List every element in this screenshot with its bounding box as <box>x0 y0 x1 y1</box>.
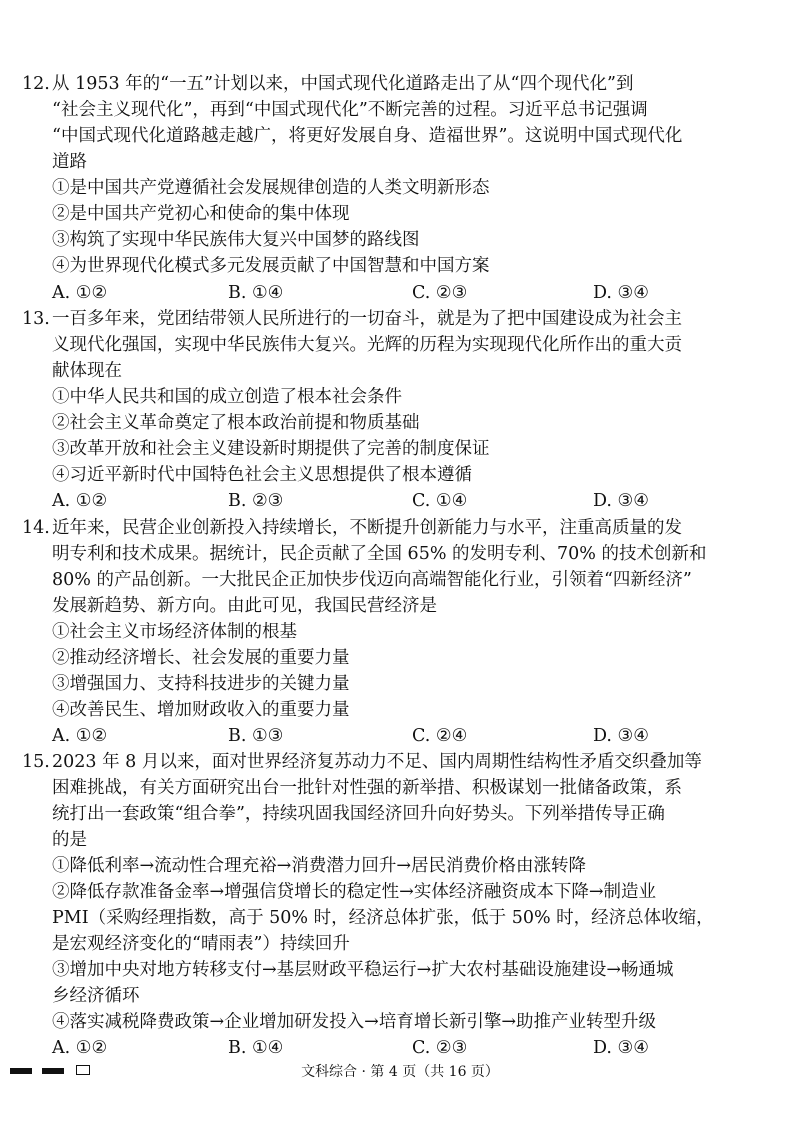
question-number: 15. <box>22 752 50 772</box>
statement-item: ④为世界现代化模式多元发展贡献了中国智慧和中国方案 <box>52 256 490 276</box>
statement-item: ②推动经济增长、社会发展的重要力量 <box>52 648 350 668</box>
statement-item: ④落实减税降费政策→企业增加研发投入→培育增长新引擎→助推产业转型升级 <box>52 1012 656 1032</box>
question-stem-line: 从 1953 年的“一五”计划以来，中国式现代化道路走出了从“四个现代化”到 <box>52 74 634 94</box>
statement-item: ②降低存款准备金率→增强信贷增长的稳定性→实体经济融资成本下降→制造业 <box>52 882 656 902</box>
question-number: 12. <box>22 74 50 94</box>
option-a: A. ①② <box>52 1038 108 1058</box>
statement-item: ④习近平新时代中国特色社会主义思想提供了根本遵循 <box>52 465 472 485</box>
option-d: D. ③④ <box>593 283 649 303</box>
option-d: D. ③④ <box>593 491 649 511</box>
question-stem-line: 明专利和技术成果。据统计，民企贡献了全国 65% 的发明专利、70% 的技术创新和 <box>52 544 707 564</box>
statement-item: ①社会主义市场经济体制的根基 <box>52 622 297 642</box>
question-stem-line: 的是 <box>52 830 87 850</box>
statement-item: ②社会主义革命奠定了根本政治前提和物质基础 <box>52 413 420 433</box>
statement-item: ③构筑了实现中华民族伟大复兴中国梦的路线图 <box>52 230 420 250</box>
question-stem-line: 道路 <box>52 152 87 172</box>
question-stem-line: 困难挑战，有关方面研究出台一批针对性强的新举措、积极谋划一批储备政策，系 <box>52 778 682 798</box>
option-b: B. ①④ <box>228 283 284 303</box>
option-b: B. ①③ <box>228 726 284 746</box>
statement-item: PMI（采购经理指数，高于 50% 时，经济总体扩张，低于 50% 时，经济总体收缩， <box>52 908 714 928</box>
statement-item: ①中华人民共和国的成立创造了根本社会条件 <box>52 387 402 407</box>
option-a: A. ①② <box>52 491 108 511</box>
statement-item: ④改善民生、增加财政收入的重要力量 <box>52 700 350 720</box>
statement-item: ③改革开放和社会主义建设新时期提供了完善的制度保证 <box>52 439 490 459</box>
question-stem-line: 献体现在 <box>52 361 122 381</box>
option-a: A. ①② <box>52 726 108 746</box>
question-number: 13. <box>22 309 50 329</box>
statement-item: ①降低利率→流动性合理充裕→消费潜力回升→居民消费价格由涨转降 <box>52 856 586 876</box>
page-footer: 文科综合 · 第 4 页（共 16 页） <box>301 1064 499 1080</box>
question-stem-line: 发展新趋势、新方向。由此可见，我国民营经济是 <box>52 596 437 616</box>
question-stem-line: 近年来，民营企业创新投入持续增长，不断提升创新能力与水平，注重高质量的发 <box>52 518 682 538</box>
statement-item: ②是中国共产党初心和使命的集中体现 <box>52 204 350 224</box>
statement-item: ③增强国力、支持科技进步的关键力量 <box>52 674 350 694</box>
question-stem-line: 2023 年 8 月以来，面对世界经济复苏动力不足、国内周期性结构性矛盾交织叠加等 <box>52 752 702 772</box>
statement-item: 是宏观经济变化的“晴雨表”）持续回升 <box>52 934 350 954</box>
option-a: A. ①② <box>52 283 108 303</box>
option-c: C. ②③ <box>412 283 468 303</box>
statement-item: ③增加中央对地方转移支付→基层财政平稳运行→扩大农村基础设施建设→畅通城 <box>52 960 674 980</box>
option-c: C. ②④ <box>412 726 468 746</box>
question-stem-line: 义现代化强国，实现中华民族伟大复兴。光辉的历程为实现现代化所作出的重大贡 <box>52 335 682 355</box>
question-stem-line: “中国式现代化道路越走越广，将更好发展自身、造福世界”。这说明中国式现代化 <box>52 126 683 146</box>
option-d: D. ③④ <box>593 1038 649 1058</box>
option-d: D. ③④ <box>593 726 649 746</box>
option-b: B. ②③ <box>228 491 284 511</box>
question-stem-line: 一百多年来，党团结带领人民所进行的一切奋斗，就是为了把中国建设成为社会主 <box>52 309 682 329</box>
question-stem-line: 统打出一套政策“组合拳”，持续巩固我国经济回升向好势头。下列举措传导正确 <box>52 804 665 824</box>
statement-item: 乡经济循环 <box>52 986 140 1006</box>
question-stem-line: “社会主义现代化”，再到“中国式现代化”不断完善的过程。习近平总书记强调 <box>52 100 648 120</box>
option-c: C. ②③ <box>412 1038 468 1058</box>
option-c: C. ①④ <box>412 491 468 511</box>
statement-item: ①是中国共产党遵循社会发展规律创造的人类文明新形态 <box>52 178 490 198</box>
question-stem-line: 80% 的产品创新。一大批民企正加快步伐迈向高端智能化行业，引领着“四新经济” <box>52 570 692 590</box>
question-number: 14. <box>22 518 50 538</box>
option-b: B. ①④ <box>228 1038 284 1058</box>
